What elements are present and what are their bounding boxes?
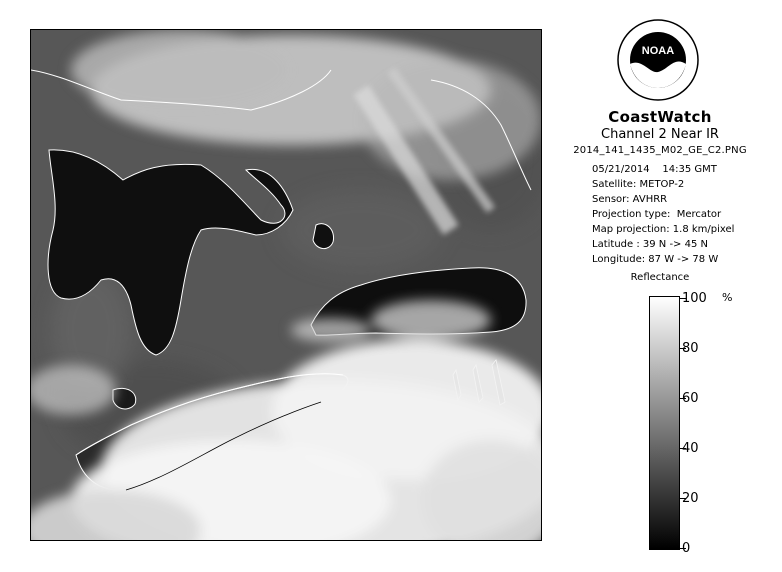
- lake-st-clair: [113, 388, 136, 409]
- map-projection-value: Map projection: 1.8 km/pixel: [592, 224, 735, 235]
- scale-title: Reflectance: [630, 272, 690, 283]
- sensor-value: Sensor: AVHRR: [592, 194, 668, 205]
- noaa-logo: [616, 18, 700, 102]
- scale-tick-label: 80: [682, 341, 699, 356]
- satellite-map: [31, 30, 542, 541]
- scale-unit: %: [722, 291, 733, 304]
- date-value: 05/21/2014: [592, 164, 650, 175]
- satellite-value: Satellite: METOP-2: [592, 179, 685, 190]
- projection-type-value: Projection type: Mercator: [592, 209, 722, 220]
- latitude-value: Latitude : 39 N -> 45 N: [592, 239, 708, 250]
- time-value: 14:35 GMT: [662, 164, 717, 175]
- scale-tick-label: 20: [682, 491, 699, 506]
- satellite-image: [30, 29, 542, 541]
- image-filename: 2014_141_1435_M02_GE_C2.PNG: [573, 145, 747, 156]
- app-title: CoastWatch: [608, 108, 712, 126]
- scale-tick-label: 100: [682, 291, 707, 306]
- channel-label: Channel 2 Near IR: [601, 127, 719, 142]
- reflectance-scale-bar: [649, 296, 680, 550]
- scale-tick-label: 40: [682, 441, 699, 456]
- metadata-block: [592, 162, 734, 267]
- longitude-value: Longitude: 87 W -> 78 W: [592, 254, 719, 265]
- scale-tick-label: 60: [682, 391, 699, 406]
- logo-text: NOAA: [641, 45, 675, 57]
- scale-tick-label: 0: [682, 541, 691, 556]
